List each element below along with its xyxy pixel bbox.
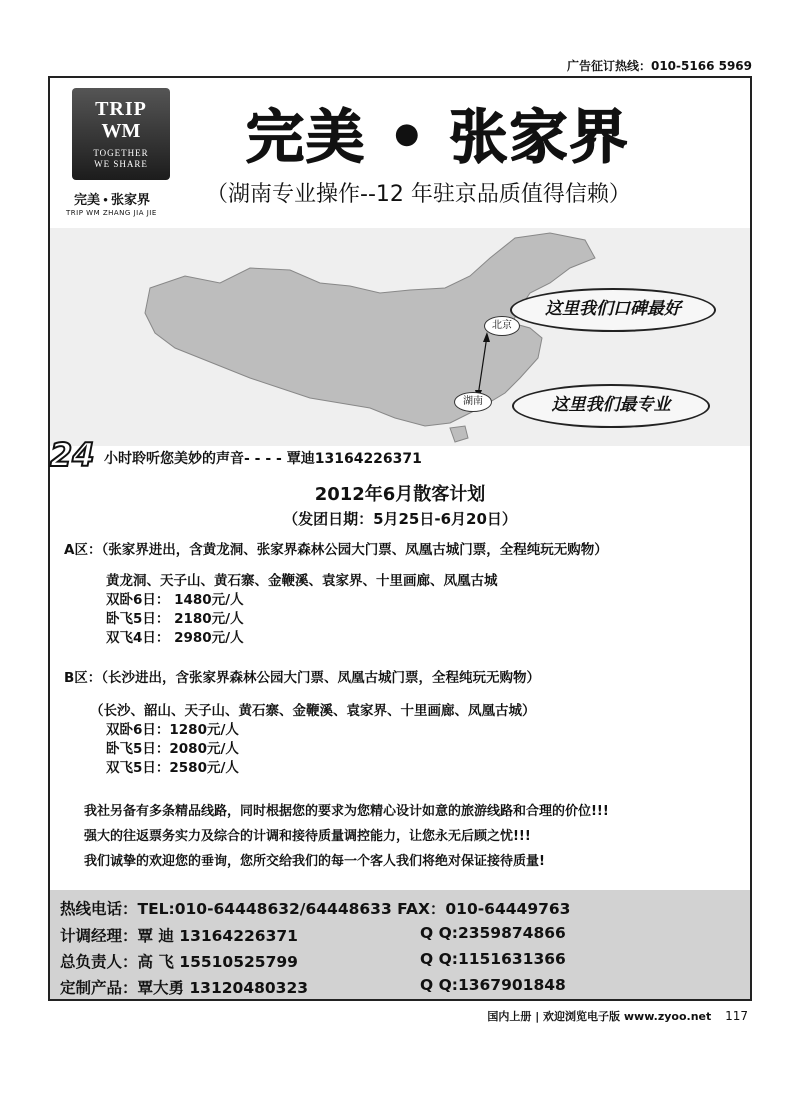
hainan-shape <box>450 426 468 442</box>
contact-qq: Q Q:2359874866 <box>420 924 566 942</box>
contact-panel <box>50 890 750 999</box>
contact-qq: Q Q:1367901848 <box>420 976 566 994</box>
contact-row <box>60 924 566 946</box>
bubble-reputation: 这里我们口碑最好 <box>510 288 716 332</box>
city-label-beijing: 北京 <box>484 316 520 336</box>
zone-b-price: 卧飞5日：2080元/人 <box>106 741 239 757</box>
city-label-hunan: 湖南 <box>454 392 492 412</box>
bubble-professional: 这里我们最专业 <box>512 384 710 428</box>
logo-line3: TOGETHER <box>93 148 149 158</box>
zone-b-route: （长沙、韶山、天子山、黄石寨、金鞭溪、袁家界、十里画廊、凤凰古城） <box>90 703 536 719</box>
promo-line: 强大的往返票务实力及综合的计调和接待质量调控能力，让您永无后顾之忧!!! <box>84 829 531 844</box>
contact-label: 总负责人：高 飞 15510525799 <box>60 953 298 971</box>
contact-label: 定制产品：覃大勇 13120480323 <box>60 979 309 997</box>
logo-line1: TRIP <box>95 98 147 120</box>
zone-a-price: 卧飞5日： 2180元/人 <box>106 611 244 627</box>
ad-hotline: 广告征订热线：010-5166 5969 <box>566 59 752 73</box>
page-title: 完美 • 张家界 <box>246 103 630 171</box>
promo-line: 我们诚挚的欢迎您的垂询，您所交给我们的每一个客人我们将绝对保证接待质量! <box>84 854 545 869</box>
contact-row <box>60 950 566 972</box>
zone-b-title: B区：（长沙进出，含张家界森林公园大门票、凤凰古城门票，全程纯玩无购物） <box>64 670 541 686</box>
logo-caption-en: TRIP WM ZHANG JIA JIE <box>66 209 157 217</box>
logo-line2: WM <box>101 120 141 142</box>
plan-title: 2012年6月散客计划 <box>314 484 486 505</box>
contact-label: 计调经理：覃 迪 13164226371 <box>60 927 298 945</box>
zone-b-price: 双卧6日：1280元/人 <box>106 722 239 738</box>
logo-line4: WE SHARE <box>94 159 148 169</box>
24h-contact-text: 小时聆听您美妙的声音- - - - 覃迪13164226371 <box>104 451 422 467</box>
zone-a-price: 双卧6日： 1480元/人 <box>106 592 244 608</box>
footer <box>487 1008 748 1024</box>
zone-a-title: A区：（张家界进出，含黄龙洞、张家界森林公园大门票、凤凰古城门票，全程纯玩无购物） <box>64 542 608 558</box>
header <box>50 78 750 229</box>
page-subtitle: （湖南专业操作--12 年驻京品质值得信赖） <box>206 182 631 207</box>
logo-caption: 完美 • 张家界 <box>74 192 151 207</box>
china-map-banner <box>50 228 750 446</box>
contact-row <box>60 976 566 998</box>
hotline-row: 热线电话：TEL:010-64448632/64448633 FAX：010-64449763 <box>60 900 571 918</box>
logo-box <box>72 88 170 180</box>
zone-a-route: 黄龙洞、天子山、黄石寨、金鞭溪、袁家界、十里画廊、凤凰古城 <box>106 573 498 589</box>
zone-b-price: 双飞5日：2580元/人 <box>106 760 239 776</box>
24h-contact-line <box>50 436 750 474</box>
page-frame <box>48 76 752 1001</box>
page-number: 117 <box>725 1009 748 1023</box>
footer-text: 国内上册 | 欢迎浏览电子版 www.zyoo.net <box>487 1010 712 1023</box>
zone-a-price: 双飞4日： 2980元/人 <box>106 630 244 646</box>
big-24: 24 <box>50 436 95 474</box>
promo-line: 我社另备有多条精品线路，同时根据您的要求为您精心设计如意的旅游线路和合理的价位!!! <box>84 804 609 819</box>
plan-dates: （发团日期：5月25日-6月20日） <box>283 510 517 528</box>
contact-qq: Q Q:1151631366 <box>420 950 566 968</box>
